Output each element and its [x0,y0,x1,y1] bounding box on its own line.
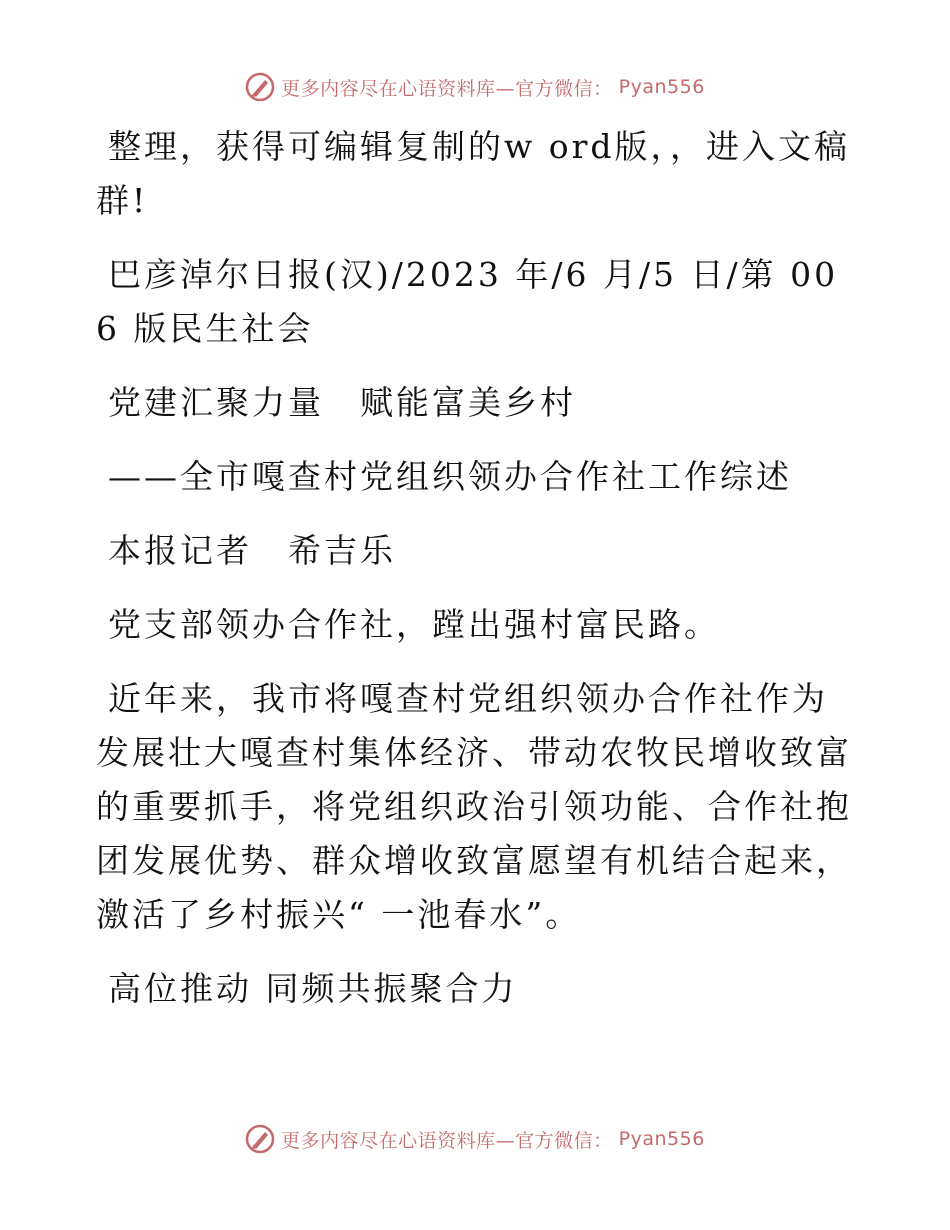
source-line: 巴彦淖尔日报(汉)/2023 年/6 月/5 日/第 006 版民生社会 [96,255,839,348]
document-body [96,120,856,1036]
watermark-text: 更多内容尽在心语资料库—官方微信： [281,1129,613,1152]
article-subtitle: ——全市嘎查村党组织领办合作社工作综述 [108,457,792,496]
header-watermark [0,72,950,102]
watermark-contact: Pyan556 [618,1128,705,1150]
body-paragraph: 近年来，我市将嘎查村党组织领办合作社作为发展壮大嘎查村集体经济、带动农牧民增收致富的重要抓手，将党组织政治引领功能、合作社抱团发展优势、群众增收致富愿望有机结合起来，激活了乡村振兴“ 一池春水”。 [96,679,852,934]
article-title: 党建汇聚力量 赋能富美乡村 [108,383,576,422]
intro-paragraph: 整理，获得可编辑复制的w ord版，，进入文稿群! [96,127,851,220]
pen-seal-icon [245,72,275,102]
section-heading: 高位推动 同频共振聚合力 [108,969,518,1008]
footer-watermark [0,1124,950,1154]
watermark-text: 更多内容尽在心语资料库—官方微信： [281,77,613,100]
pen-seal-icon [245,1124,275,1154]
lead-sentence: 党支部领办合作社，蹚出强村富民路。 [108,605,720,644]
byline: 本报记者 希吉乐 [108,531,396,570]
watermark-contact: Pyan556 [618,76,705,98]
